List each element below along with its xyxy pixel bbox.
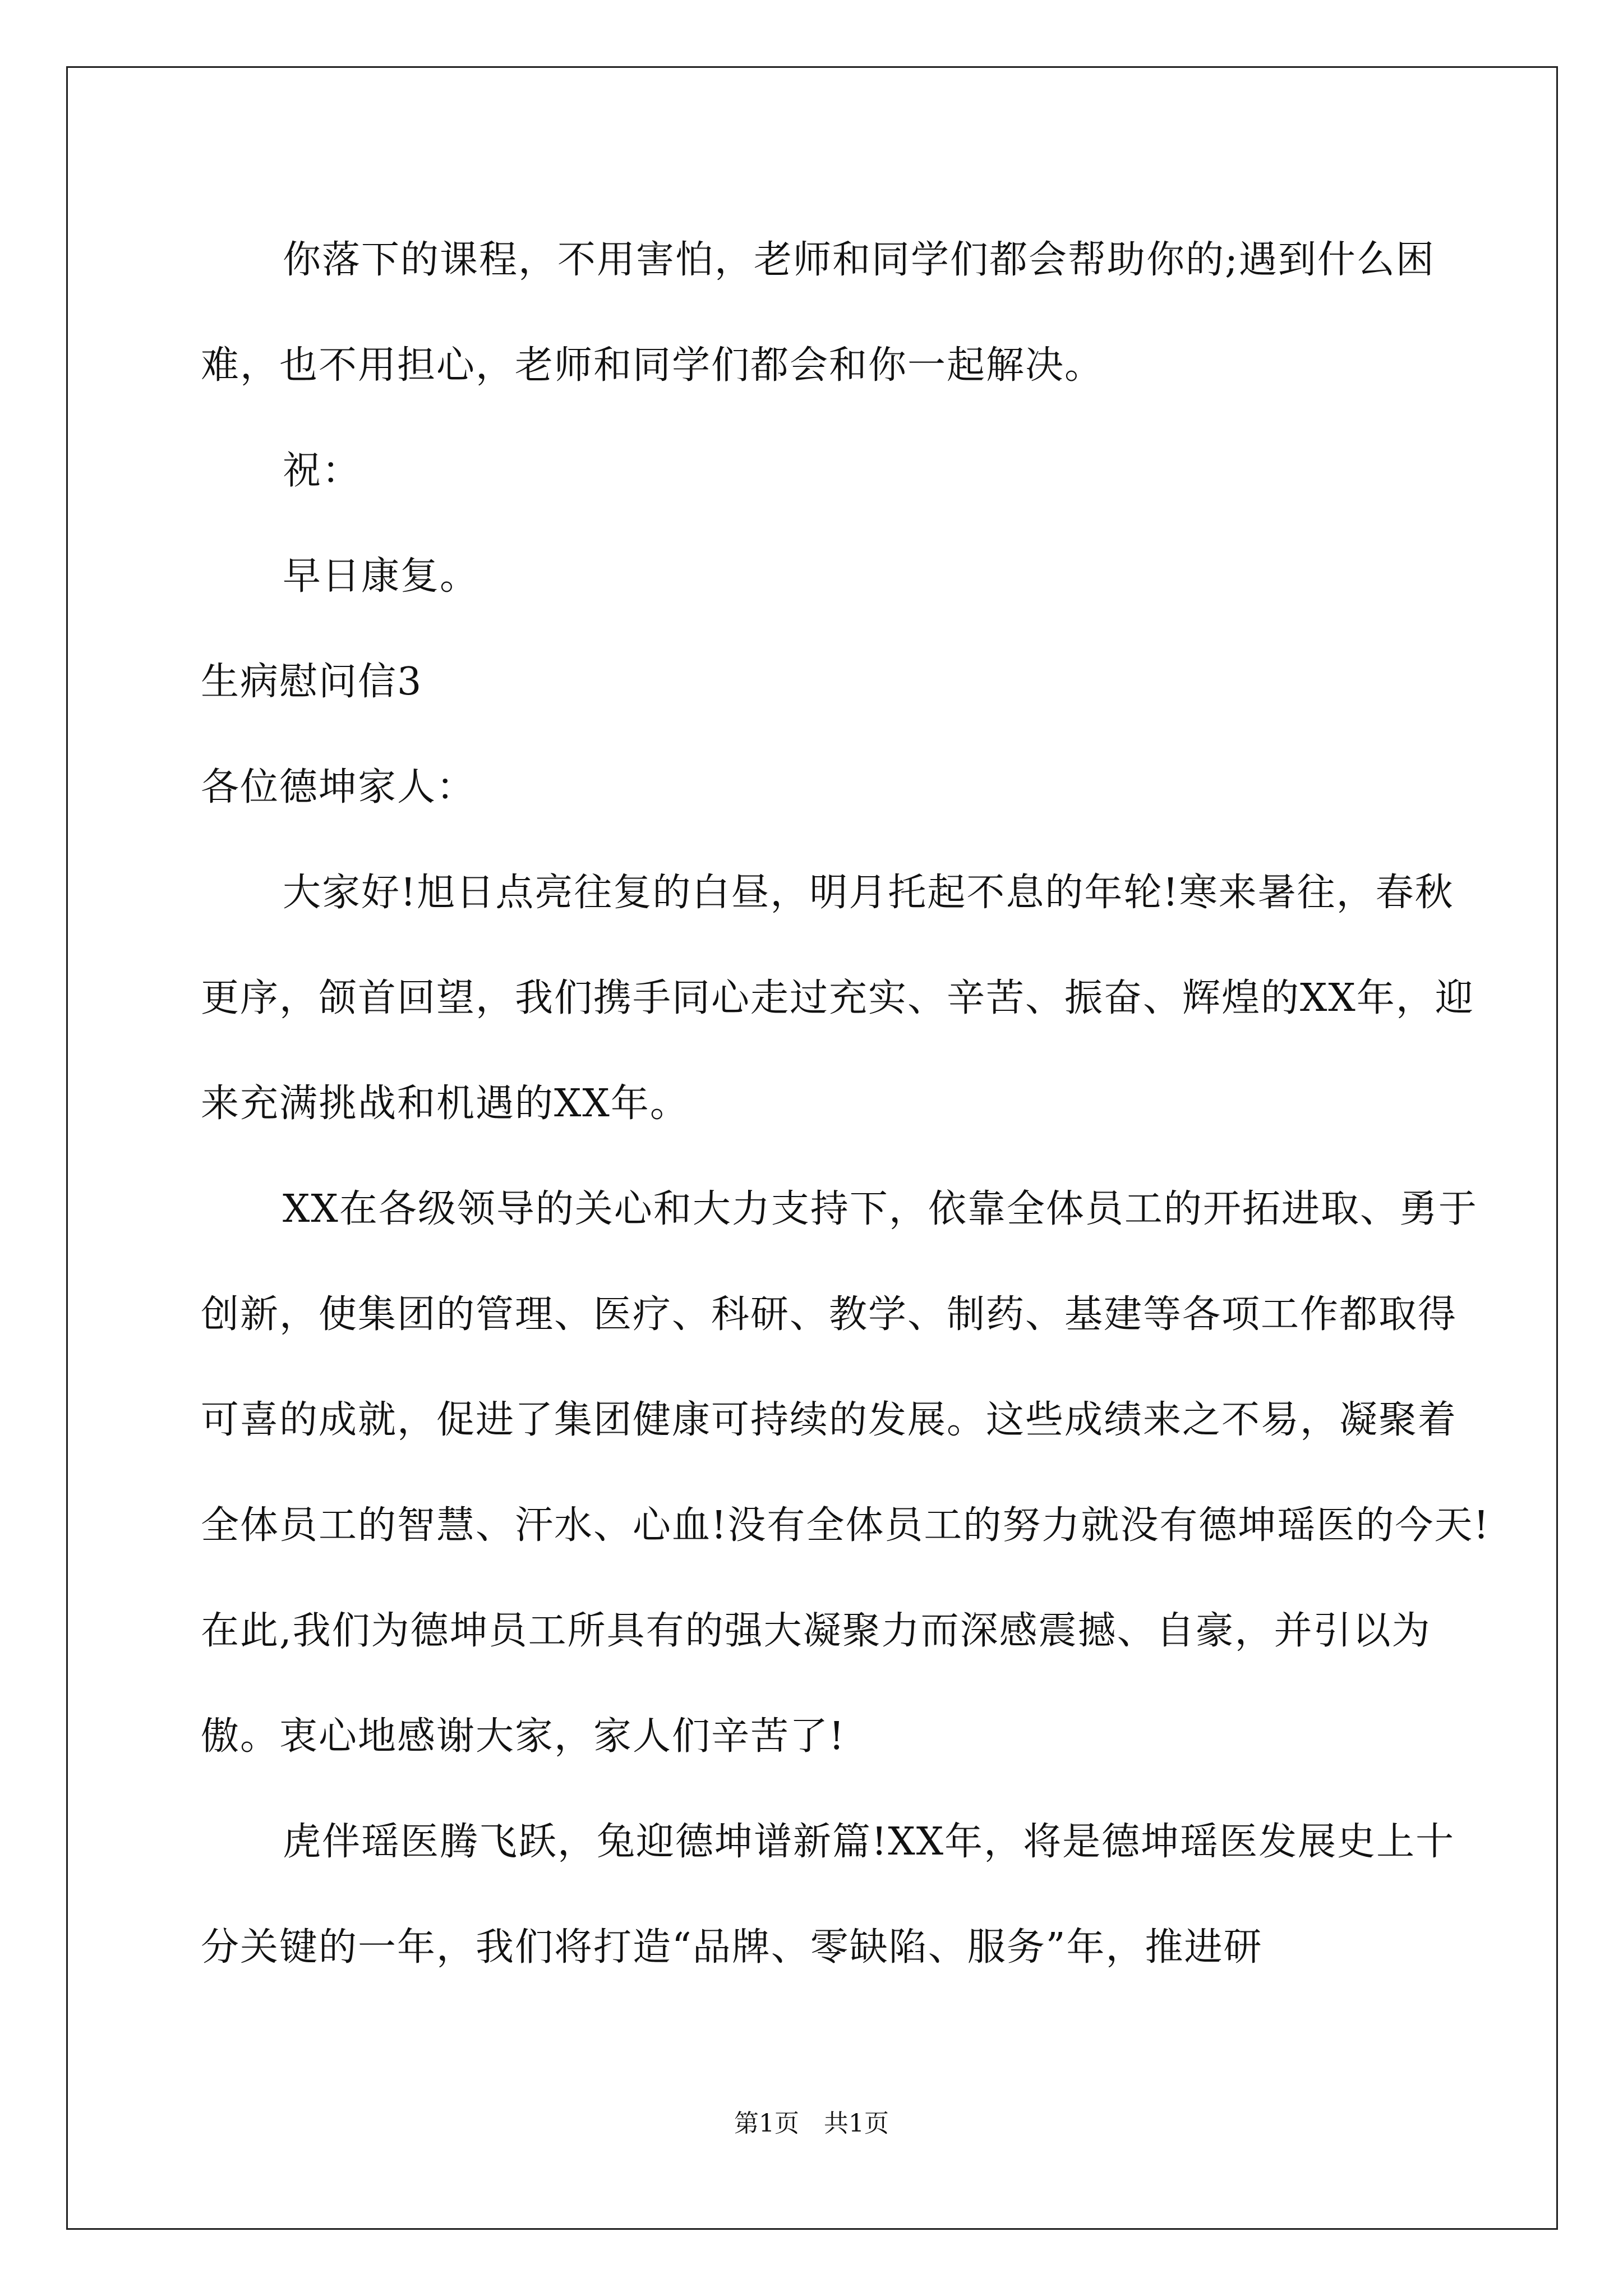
document-body: [201, 208, 1491, 2000]
section-title: 生病慰问信3: [201, 660, 423, 704]
page-footer: 第1页 共1页: [734, 2109, 889, 2138]
paragraph: 祝：: [283, 449, 362, 493]
paragraph: XX在各级领导的关心和大力支持下，依靠全体员工的开拓进取、勇于创新，使集团的管理、医疗、科研、教学、制药、基建等各项工作都取得可喜的成就，促进了集团健康可持续的发展。这些成绩来之不易，凝聚着全体员工的智慧、汗水、心血!没有全体员工的努力就没有德坤瑶医的今天!在此,我们为德坤员工所具有的强大凝聚力而深感震撼、自豪，并引以为傲。衷心地感谢大家，家人们辛苦了!: [201, 1187, 1490, 1759]
paragraph: 你落下的课程，不用害怕，老师和同学们都会帮助你的;遇到什么困难，也不用担心，老师和同学们都会和你一起解决。: [201, 238, 1435, 388]
paragraph: 虎伴瑶医腾飞跃，兔迎德坤谱新篇!XX年，将是德坤瑶医发展史上十分关键的一年，我们将打造“品牌、零缺陷、服务”年，推进研: [201, 1820, 1455, 1970]
paragraph: 早日康复。: [283, 554, 479, 599]
paragraph: 大家好!旭日点亮往复的白昼，明月托起不息的年轮!寒来暑往，春秋更序，颌首回望，我们携手同心走过充实、辛苦、振奋、辉煌的XX年，迎来充满挑战和机遇的XX年。: [201, 871, 1474, 1126]
salutation: 各位德坤家人：: [201, 765, 476, 809]
